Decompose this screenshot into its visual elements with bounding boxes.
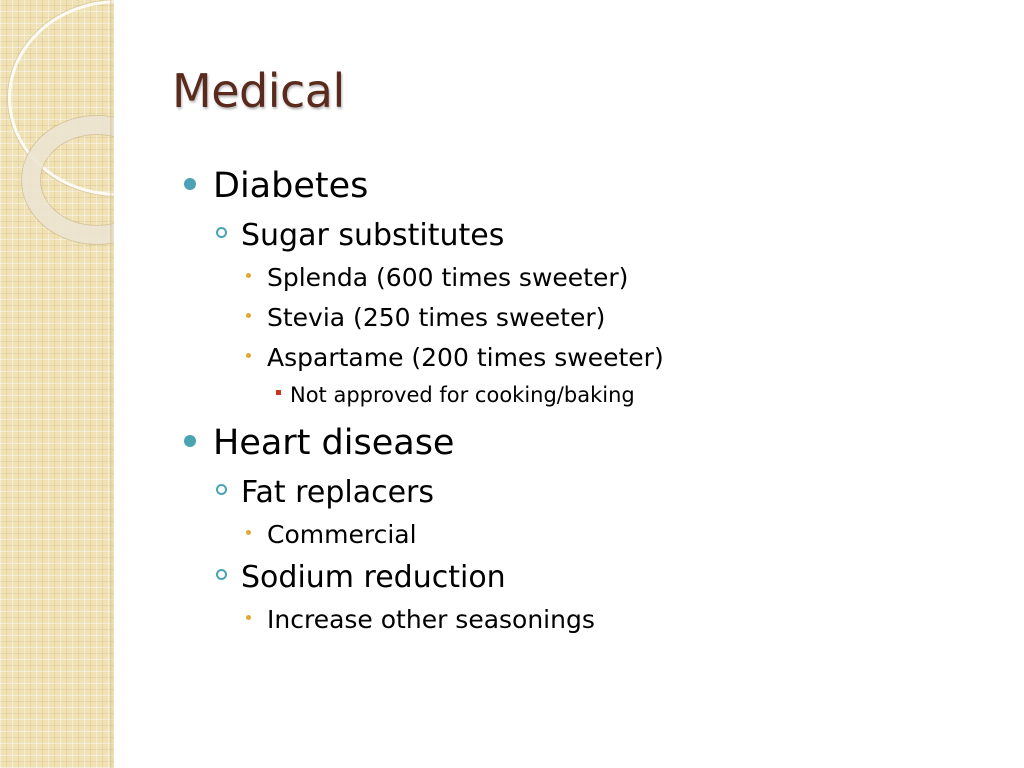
- bullet-item-commercial: [246, 520, 1000, 549]
- bullet-text: Splenda (600 times sweeter): [267, 263, 629, 292]
- bullet-text: Stevia (250 times sweeter): [267, 303, 606, 332]
- bullet-item-diabetes: [184, 166, 1000, 206]
- bullet-item-heart-disease: [184, 423, 1000, 463]
- bullet-text: Sodium reduction: [241, 560, 506, 595]
- filled-circle-bullet-icon: [184, 435, 196, 447]
- bullet-item-splenda: [246, 263, 1000, 292]
- bullet-text: Sugar substitutes: [241, 218, 505, 253]
- bullet-item-not-approved: [276, 383, 1000, 407]
- bullet-item-sodium-reduction: [216, 560, 1000, 595]
- small-dot-bullet-icon: [246, 353, 251, 358]
- small-square-bullet-icon: [276, 390, 281, 395]
- small-dot-bullet-icon: [246, 313, 251, 318]
- bullet-item-fat-replacers: [216, 475, 1000, 510]
- small-dot-bullet-icon: [246, 530, 251, 535]
- side-strip-edge: [110, 0, 114, 768]
- bullet-text: Heart disease: [213, 423, 455, 463]
- bullet-text: Not approved for cooking/baking: [290, 383, 635, 407]
- bullet-item-aspartame: [246, 343, 1000, 372]
- hollow-circle-bullet-icon: [216, 484, 227, 495]
- small-dot-bullet-icon: [246, 273, 251, 278]
- bullet-list: [180, 166, 1000, 645]
- decorative-side-strip: [0, 0, 114, 768]
- bullet-item-sugar-substitutes: [216, 218, 1000, 253]
- hollow-circle-bullet-icon: [216, 227, 227, 238]
- bullet-text: Increase other seasonings: [267, 605, 595, 634]
- bullet-item-increase-seasonings: [246, 605, 1000, 634]
- bullet-text: Diabetes: [213, 166, 369, 206]
- bullet-text: Commercial: [267, 520, 417, 549]
- bullet-item-stevia: [246, 303, 1000, 332]
- bullet-text: Aspartame (200 times sweeter): [267, 343, 664, 372]
- filled-circle-bullet-icon: [184, 178, 196, 190]
- hollow-circle-bullet-icon: [216, 569, 227, 580]
- small-dot-bullet-icon: [246, 615, 251, 620]
- bullet-text: Fat replacers: [241, 475, 434, 510]
- slide-title: Medical: [172, 64, 345, 118]
